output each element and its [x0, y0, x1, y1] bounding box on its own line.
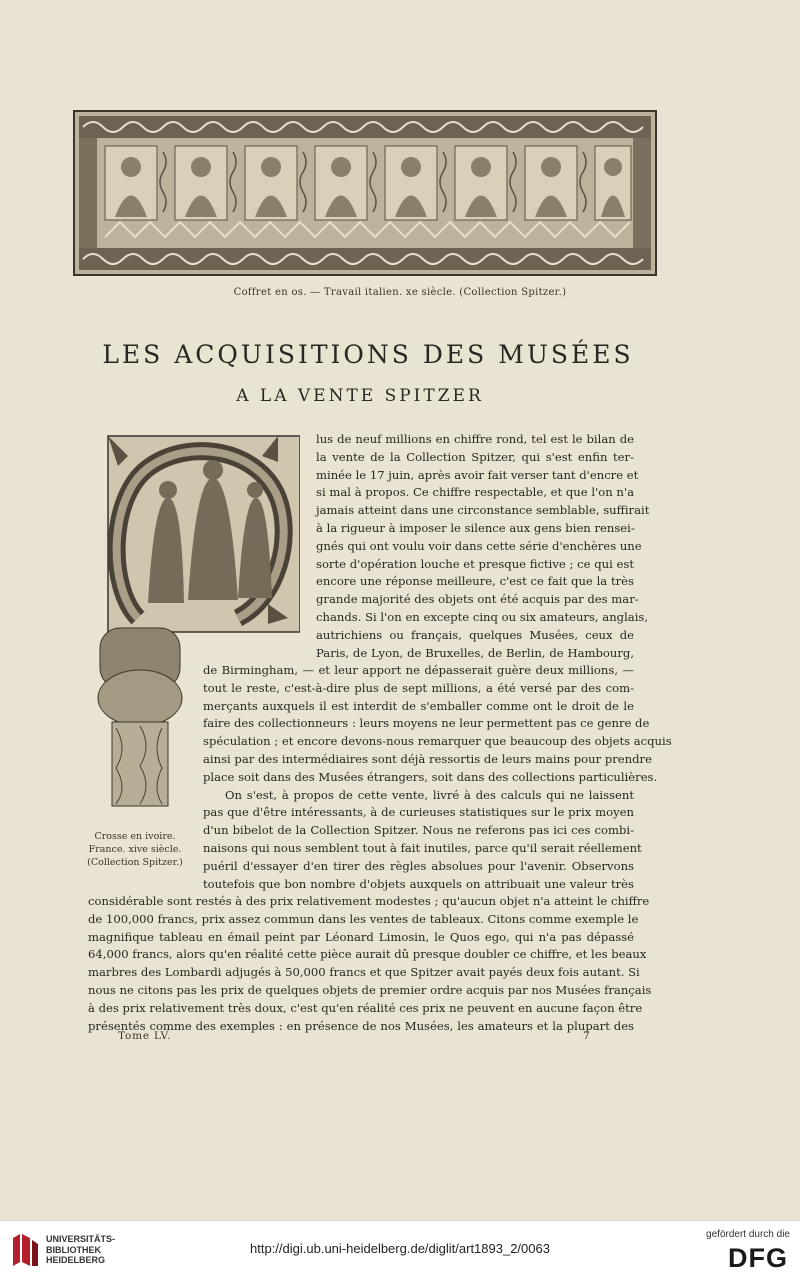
text-line: ainsi par des intermédiaires sont déjà ressortis de leurs mains pour prendre	[203, 751, 652, 766]
body-text-full-width	[88, 893, 652, 1035]
text-line: présentés comme des exemples : en présence de nos Musées, les amateurs et la plupart des	[88, 1018, 634, 1033]
frieze-caption: Coffret en os. — Travail italien. xe siècle. (Collection Spitzer.)	[233, 287, 567, 298]
text-line: d'un bibelot de la Collection Spitzer. Nous ne referons pas ici ces combi-	[203, 823, 634, 838]
text-line: à des prix relativement très doux, c'est qu'en réalité ces prix ne peuvent en aucune façon être	[88, 1000, 643, 1015]
text-line: chands. Si l'on en excepte cinq ou six amateurs, anglais,	[316, 609, 649, 624]
university-name-line: BIBLIOTHEK	[46, 1244, 101, 1255]
text-line: de 100,000 francs, prix assez commun dans les ventes de tableaux. Citons comme exemple le	[88, 911, 639, 926]
text-line: spéculation ; et encore devons-nous remarquer que beaucoup des objets acquis	[203, 734, 672, 749]
body-text-middle	[203, 662, 672, 893]
text-line: 64,000 francs, alors qu'en réalité cette pièce aurait dû presque doubler ce chiffre, et les beaux	[88, 947, 647, 962]
university-name-line: HEIDELBERG	[46, 1255, 106, 1265]
article-title: LES ACQUISITIONS DES MUSÉES	[102, 340, 634, 369]
text-line: toutefois que bon nombre d'objets auxquels on attribuait une valeur très	[203, 876, 634, 891]
initial-caption-line: Crosse en ivoire.	[94, 831, 176, 842]
text-line: minée le 17 juin, après avoir fait verser tant d'encre et	[316, 467, 639, 482]
text-line: magnifique tableau en émail peint par Léonard Limosin, le Quos ego, qui n'a pas dépassé	[88, 929, 634, 944]
dfg-logo[interactable]: DFG	[728, 1243, 788, 1273]
article-subtitle: A LA VENTE SPITZER	[236, 386, 484, 406]
text-line: encore une réponse meilleure, c'est ce fait que la très	[316, 574, 634, 589]
text-line: puéril d'essayer d'en tirer des règles absolues pour l'avenir. Observons	[203, 858, 634, 873]
text-line: grande majorité des objets ont été acquis par des mar-	[316, 592, 639, 607]
funded-by-label: gefördert durch die	[706, 1229, 790, 1240]
text-line: si mal à propos. Ce chiffre respectable, et que l'on n'a	[316, 485, 634, 500]
text-line: Paris, de Lyon, de Bruxelles, de Berlin, de Hambourg,	[316, 645, 634, 660]
text-line: tout le reste, c'est-à-dire plus de sept millions, a été versé par des com-	[203, 680, 634, 695]
viewer-bottom-bar	[0, 1220, 800, 1279]
frieze-illustration	[73, 110, 657, 276]
volume-label: Tome LV.	[118, 1030, 172, 1042]
text-line: de Birmingham, — et leur apport ne dépasserait guère deux millions, —	[203, 663, 634, 677]
text-line: à la rigueur à imposer le silence aux gens bien rensei-	[316, 520, 635, 535]
initial-caption-line: France. xive siècle.	[88, 844, 182, 855]
text-line: place soit dans des Musées étrangers, soit dans des collections particulières.	[203, 769, 658, 784]
body-text-right-column	[316, 431, 650, 662]
document-url-link[interactable]: http://digi.ub.uni-heidelberg.de/diglit/art1893_2/0063	[250, 1241, 550, 1256]
text-line: nous ne citons pas les prix de quelques objets de premier ordre acquis par nos Musées français	[88, 982, 652, 997]
initial-caption-line: (Collection Spitzer.)	[87, 857, 183, 868]
text-line: considérable sont restés à des prix relativement modestes ; qu'aucun objet n'a atteint le chiffre	[88, 894, 650, 908]
text-line: merçants auxquels il est interdit de s'emballer comme ont le droit de le	[203, 698, 634, 713]
text-line: sorte d'opération louche et presque fictive ; ce qui est	[316, 556, 634, 571]
text-line: gnés qui ont voulu voir dans cette série d'enchères une	[316, 538, 642, 553]
text-line: la vente de la Collection Spitzer, qui s'est enfin ter-	[316, 449, 634, 464]
university-name-line: UNIVERSITÄTS-	[46, 1234, 116, 1244]
text-line: pas que d'être intéressants, à de curieuses statistiques sur le prix moyen	[203, 805, 634, 820]
text-line: naisons qui nous semblent tout à fait inutiles, parce qu'il serait réellement	[203, 840, 642, 855]
text-line: marbres des Lombardi adjugés à 50,000 francs et que Spitzer avait payés deux fois autant. Si	[88, 965, 640, 980]
initial-caption	[75, 830, 195, 869]
text-line: lus de neuf millions en chiffre rond, tel est le bilan de	[316, 432, 634, 446]
text-line: faire des collectionneurs : leurs moyens ne leur permettent pas ce genre de	[203, 716, 650, 731]
text-line: autrichiens ou français, quelques Musées, ceux de	[316, 627, 634, 642]
text-line: On s'est, à propos de cette vente, livré à des calculs qui ne laissent	[225, 787, 634, 802]
text-line: jamais atteint dans une circonstance semblable, suffirait	[316, 503, 650, 518]
page-number: 7	[583, 1030, 590, 1042]
